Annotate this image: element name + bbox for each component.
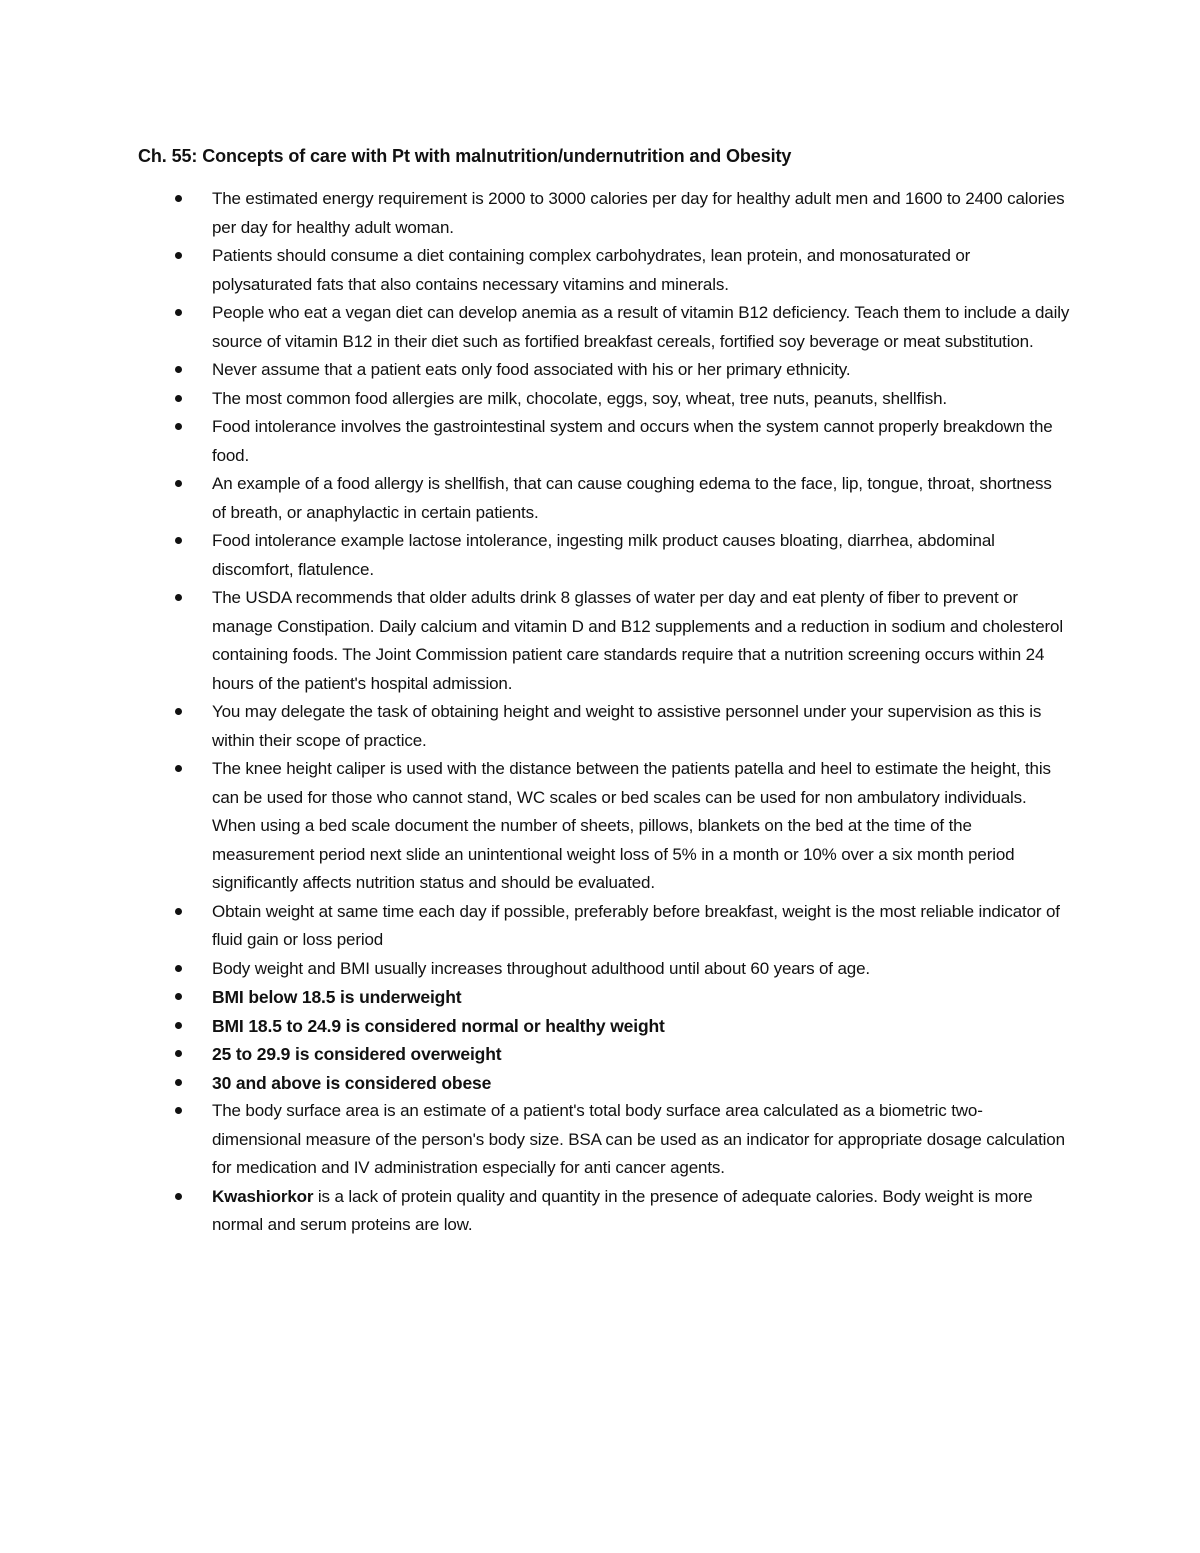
bullet-dot-icon bbox=[175, 423, 182, 430]
bullet-text: 30 and above is considered obese bbox=[212, 1072, 492, 1093]
bullet-text: Body weight and BMI usually increases throughout adulthood until about 60 years of age. bbox=[212, 958, 870, 978]
bullet-dot-icon bbox=[175, 594, 182, 601]
list-item bbox=[0, 1012, 1200, 1041]
list-item bbox=[0, 1069, 1200, 1098]
bullet-dot-icon bbox=[175, 195, 182, 202]
bullet-dot-icon bbox=[175, 1193, 182, 1200]
bullet-dot-icon bbox=[175, 908, 182, 915]
bullet-text: Food intolerance involves the gastrointestinal system and occurs when the system cannot properly breakdown the food. bbox=[212, 417, 1053, 465]
bullet-text: Never assume that a patient eats only food associated with his or her primary ethnicity. bbox=[212, 360, 851, 379]
bullet-text: The knee height caliper is used with the distance between the patients patella and heel to estimate the height, this can be used for those who cannot stand, WC scales or bed scales can be used for non ambulatory individuals. When using a bed scale document the number of sheets, pillows, blankets on the bed at the time of the measurement period next slide an unintentional weight loss of 5% in a month or 10% over a six month period significantly affects nutrition status and should be evaluated. bbox=[212, 759, 1051, 892]
bullet-text: Food intolerance example lactose intolerance, ingesting milk product causes bloating, diarrhea, abdominal discomfort, flatulence. bbox=[212, 531, 995, 579]
list-item bbox=[0, 470, 1200, 527]
bullet-dot-icon bbox=[175, 1079, 182, 1086]
list-item bbox=[0, 898, 1200, 955]
bullet-dot-icon bbox=[175, 537, 182, 544]
bullet-text: An example of a food allergy is shellfish, that can cause coughing edema to the face, lip, tongue, throat, shortness of breath, or anaphylactic in certain patients. bbox=[212, 474, 1052, 522]
list-item bbox=[0, 413, 1200, 470]
list-item bbox=[0, 698, 1200, 755]
bullet-dot-icon bbox=[175, 993, 182, 1000]
bullet-text: The most common food allergies are milk, chocolate, eggs, soy, wheat, tree nuts, peanuts, shellfish. bbox=[212, 388, 947, 408]
bullet-dot-icon bbox=[175, 1022, 182, 1029]
list-item bbox=[0, 299, 1200, 356]
bullet-dot-icon bbox=[175, 765, 182, 772]
bullet-dot-icon bbox=[175, 965, 182, 972]
list-item bbox=[0, 1097, 1200, 1183]
bullet-text: People who eat a vegan diet can develop anemia as a result of vitamin B12 deficiency. Teach them to include a daily source of vitamin B12 in their diet such as fortified breakfast cereals, fortified soy beverage or meat substitution. bbox=[212, 303, 1070, 351]
bullet-dot-icon bbox=[175, 480, 182, 487]
bullet-dot-icon bbox=[175, 395, 182, 402]
bullet-text: You may delegate the task of obtaining height and weight to assistive personnel under your supervision as this is within their scope of practice. bbox=[212, 702, 1042, 750]
document-title: Ch. 55: Concepts of care with Pt with malnutrition/undernutrition and Obesity bbox=[138, 146, 792, 166]
list-item bbox=[0, 983, 1200, 1012]
bullet-text: Obtain weight at same time each day if possible, preferably before breakfast, weight is the most reliable indicator of fluid gain or loss period bbox=[212, 901, 1060, 949]
bullet-dot-icon bbox=[175, 1050, 182, 1057]
bullet-lead-term: Kwashiorkor bbox=[212, 1186, 314, 1206]
bullet-dot-icon bbox=[175, 309, 182, 316]
bullet-text: BMI 18.5 to 24.9 is considered normal or healthy weight bbox=[212, 1015, 665, 1036]
bullet-dot-icon bbox=[175, 366, 182, 373]
bullet-text: The USDA recommends that older adults drink 8 glasses of water per day and eat plenty of fiber to prevent or manage Constipation. Daily calcium and vitamin D and B12 supplements and a reduction in sodium and cholesterol containing foods. The Joint Commission patient care standards require that a nutrition screening occurs within 24 hours of the patient's hospital admission. bbox=[212, 588, 1063, 693]
list-item bbox=[0, 242, 1200, 299]
list-item bbox=[0, 1183, 1200, 1240]
bullet-text: The estimated energy requirement is 2000 to 3000 calories per day for healthy adult men and 1600 to 2400 calories per day for healthy adult woman. bbox=[212, 189, 1065, 237]
bullet-text: is a lack of protein quality and quantity in the presence of adequate calories. Body weight is more normal and serum proteins are low. bbox=[212, 1186, 1033, 1234]
list-item bbox=[0, 955, 1200, 984]
list-item bbox=[0, 385, 1200, 414]
bullet-text: The body surface area is an estimate of a patient's total body surface area calculated as a biometric two-dimensional measure of the person's body size. BSA can be used as an indicator for appropriate dosage calculation for medication and IV administration especially for anti cancer agents. bbox=[212, 1101, 1065, 1177]
bullet-dot-icon bbox=[175, 1107, 182, 1114]
list-item bbox=[0, 1040, 1200, 1069]
list-item bbox=[0, 755, 1200, 898]
bullet-text: Patients should consume a diet containing complex carbohydrates, lean protein, and monosaturated or polysaturated fats that also contains necessary vitamins and minerals. bbox=[212, 246, 971, 294]
bullet-list bbox=[0, 185, 1200, 1240]
list-item bbox=[0, 356, 1200, 385]
bullet-dot-icon bbox=[175, 252, 182, 259]
bullet-text: BMI below 18.5 is underweight bbox=[212, 987, 462, 1007]
list-item bbox=[0, 527, 1200, 584]
bullet-text: 25 to 29.9 is considered overweight bbox=[212, 1044, 502, 1064]
list-item bbox=[0, 584, 1200, 698]
bullet-dot-icon bbox=[175, 708, 182, 715]
list-item bbox=[0, 185, 1200, 242]
